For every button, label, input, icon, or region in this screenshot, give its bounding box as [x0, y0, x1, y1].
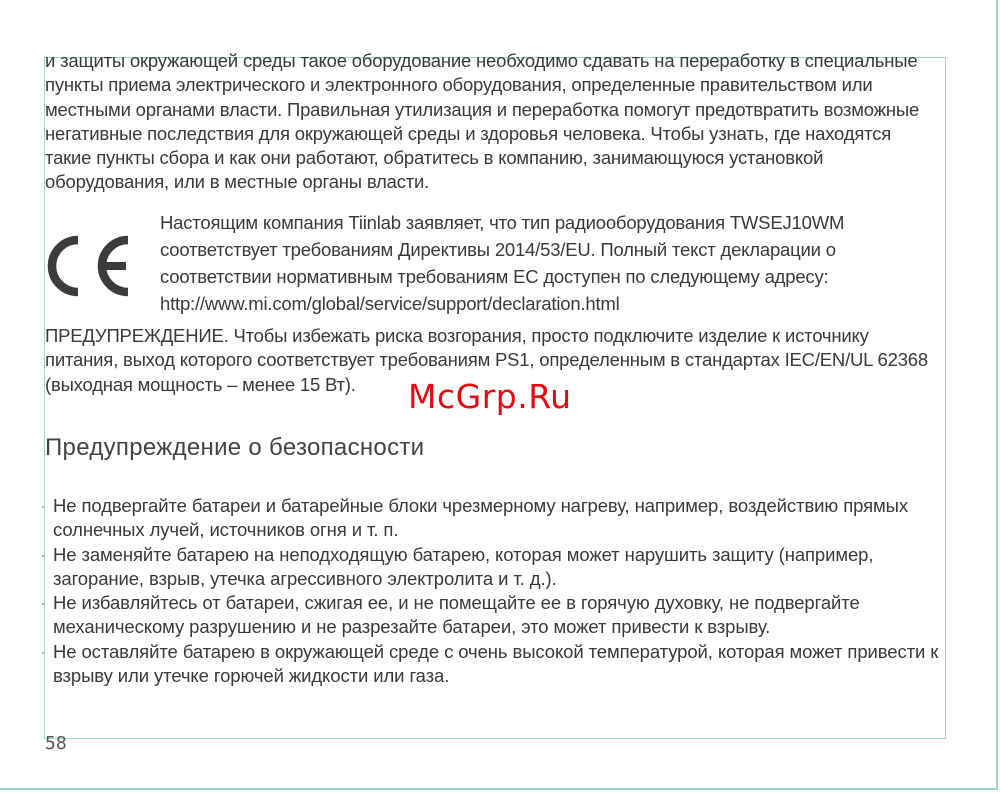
page-number: 58 [45, 733, 67, 754]
bullet-icon: · [41, 596, 45, 611]
declaration-paragraph: Настоящим компания Tiinlab заявляет, что тип радиооборудования TWSEJ10WM соответствует требованиям Директивы 2014/53/EU. Полный текст декларации о соответствии нормативным требованиям ЕС доступен по следующему адресу: http://www.mi.com/global/service/support/declaration.html [160, 212, 845, 314]
list-item [40, 494, 940, 543]
bullet-icon: · [41, 644, 45, 659]
list-item-text: Не оставляйте батарею в окружающей среде с очень высокой температурой, которая может привести к взрыву или утечке горючей жидкости или газа. [53, 640, 939, 687]
list-item [40, 640, 940, 689]
list-item-text: Не заменяйте батарею на неподходящую батарею, которая может нарушить защиту (например, загорание, взрыв, утечка агрессивного электролита и т. д.). [53, 543, 874, 589]
warning-paragraph: ПРЕДУПРЕЖДЕНИЕ. Чтобы избежать риска возгорания, просто подключите изделие к источнику питания, выход которого соответствует требованиям PS1, определенным в стандартах IEC/EN/UL 62368 (выходная мощность – менее 15 Вт). [45, 325, 928, 395]
bullet-icon: · [41, 547, 45, 562]
bullet-icon: · [41, 499, 45, 513]
ce-mark-logo [42, 234, 132, 298]
list-item [40, 543, 940, 592]
disposal-paragraph: и защиты окружающей среды такое оборудование необходимо сдавать на переработку в специальные пункты приема электрического и электронного оборудования, определенные правительством или местными органами власти. Правильная утилизация и переработка помогут предотвратить возможные негативные последствия для окружающей среды и здоровья человека. Чтобы узнать, где находятся такие пункты сбора и как они работают, обратитесь в компанию, занимающуюся установкой оборудования, или в местные органы власти. [45, 50, 920, 193]
list-item-text: Не избавляйтесь от батареи, сжигая ее, и не помещайте ее в горячую духовку, не подвергайте механическому разрушению и не разрезайте батареи, это может привести к взрыву. [53, 592, 860, 638]
section-heading: Предупреждение о безопасности [45, 434, 425, 461]
list-item [40, 591, 940, 640]
watermark: McGrp.Ru [408, 377, 572, 416]
list-item-text: Не подвергайте батареи и батарейные блоки чрезмерному нагреву, например, воздействию прямых солнечных лучей, источников огня и т. п. [53, 495, 908, 541]
safety-bullet-list [40, 494, 940, 688]
